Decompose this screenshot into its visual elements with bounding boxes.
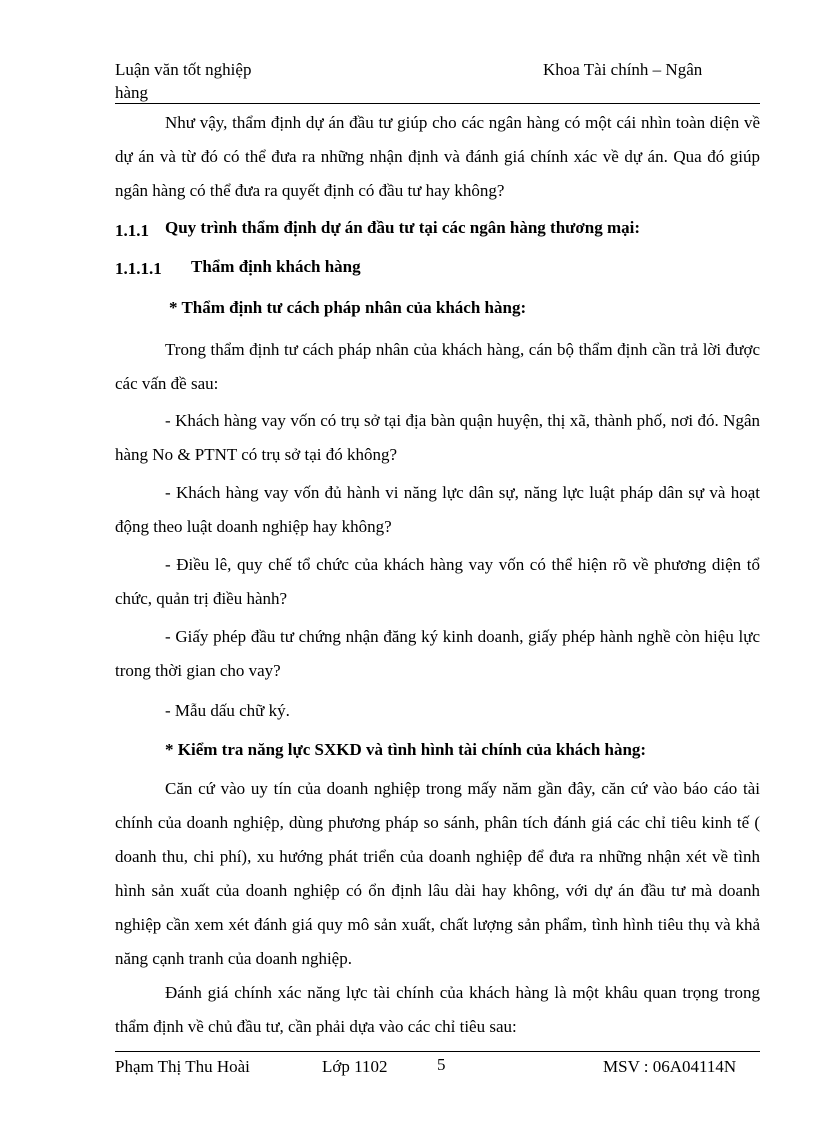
header-right: Khoa Tài chính – Ngân — [543, 60, 703, 79]
header-left-line2: hàng — [115, 83, 149, 102]
bullet-civil-capacity: - Khách hàng vay vốn đủ hành vi năng lực dân sự, năng lực luật pháp dân sự và hoạt động theo luật doanh nghiệp hay không? — [115, 483, 760, 536]
subheading-business-capacity: * Kiểm tra năng lực SXKD và tình hình tài chính của khách hàng: — [165, 740, 647, 759]
heading-1111-number: 1.1.1.1 — [115, 259, 162, 278]
bullet-seal-signature: - Mẫu dấu chữ ký. — [165, 701, 290, 720]
paragraph-legal-status: Trong thẩm định tư cách pháp nhân của khách hàng, cán bộ thẩm định cần trả lời được các vấn đề sau: — [115, 340, 760, 393]
footer-class: Lớp 1102 — [322, 1057, 388, 1076]
heading-1111-text: Thẩm định khách hàng — [191, 257, 361, 276]
bullet-license: - Giấy phép đầu tư chứng nhận đăng ký kinh doanh, giấy phép hành nghề còn hiệu lực trong thời gian cho vay? — [115, 627, 760, 680]
footer-author: Phạm Thị Thu Hoài — [115, 1057, 250, 1076]
heading-111-text: Quy trình thẩm định dự án đầu tư tại các ngân hàng thương mại: — [165, 218, 641, 237]
subheading-legal-status: * Thẩm định tư cách pháp nhân của khách hàng: — [169, 298, 527, 317]
bullet-headquarters: - Khách hàng vay vốn có trụ sở tại địa bàn quận huyện, thị xã, thành phố, nơi đó. Ngân hàng No & PTNT có trụ sở tại đó không? — [115, 411, 760, 464]
heading-111-number: 1.1.1 — [115, 221, 149, 240]
paragraph-business-capacity: Căn cứ vào uy tín của doanh nghiệp trong mấy năm gần đây, căn cứ vào báo cáo tài chính của doanh nghiệp, dùng phương pháp so sánh, phân tích đánh giá các chỉ tiêu kinh tế ( doanh thu, chi phí), xu hướng phát triển của doanh nghiệp để đưa ra những nhận xét về tình hình sản xuất của doanh nghiệp có ổn định lâu dài hay không, với dự án đầu tư mà doanh nghiệp cần xem xét đánh giá quy mô sản xuất, chất lượng sản phẩm, tình hình tiêu thụ và khả năng cạnh tranh của doanh nghiệp. — [115, 779, 760, 968]
footer-msv: MSV : 06A04114N — [603, 1057, 737, 1076]
paragraph-financial-capacity: Đánh giá chính xác năng lực tài chính của khách hàng là một khâu quan trọng trong thẩm định về chủ đầu tư, cần phải dựa vào các chỉ tiêu sau: — [115, 983, 760, 1036]
bullet-charter: - Điều lê, quy chế tổ chức của khách hàng vay vốn có thể hiện rõ về phương diện tổ chức, quản trị điều hành? — [115, 555, 760, 608]
intro-paragraph: Như vậy, thẩm định dự án đầu tư giúp cho các ngân hàng có một cái nhìn toàn diện về dự án và từ đó có thể đưa ra những nhận định và đánh giá chính xác về dự án. Qua đó giúp ngân hàng có thể đưa ra quyết định có đầu tư hay không? — [115, 113, 760, 200]
header-rule — [115, 103, 760, 104]
footer-rule — [115, 1051, 760, 1052]
footer-page-number: 5 — [437, 1055, 446, 1074]
header-left-line1: Luận văn tốt nghiệp — [115, 60, 252, 79]
